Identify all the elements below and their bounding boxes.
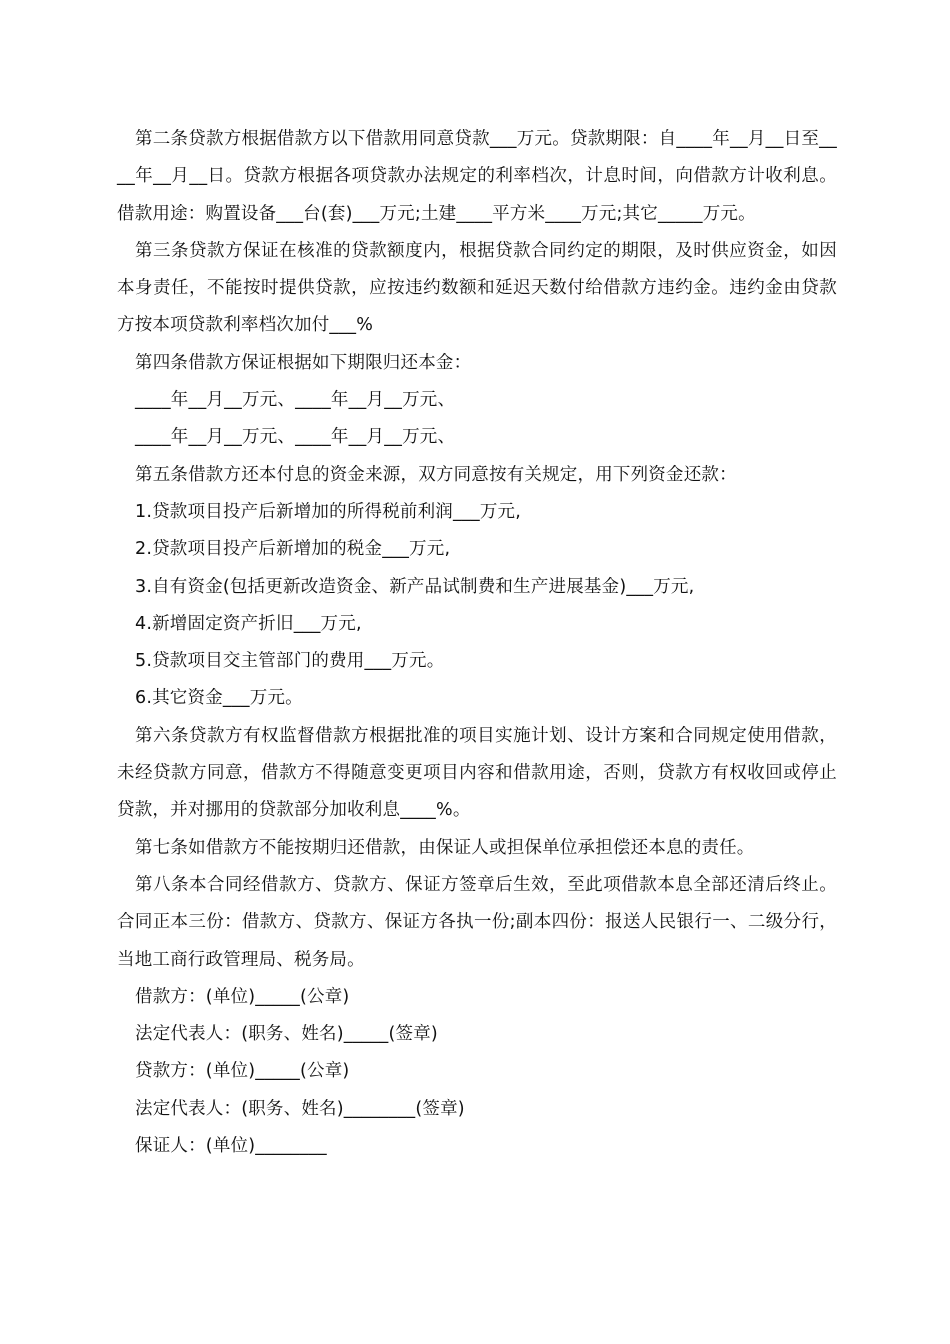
article-6: 第六条贷款方有权监督借款方根据批准的项目实施计划、设计方案和合同规定使用借款，未经贷款方同意，借款方不得随意变更项目内容和借款用途，否则，贷款方有权收回或停止贷款，并对挪用的贷款部分加收利息____%。 [117,725,837,821]
funding-source-item: 1.贷款项目投产后新增加的所得税前利润___万元, [135,501,522,522]
article-5: 第五条借款方还本付息的资金来源，双方同意按有关规定，用下列资金还款： [135,464,737,485]
signature-lender-representative: 法定代表人：(职务、姓名)________(签章) [135,1098,465,1119]
document-page [117,121,837,1165]
signature-borrower-representative: 法定代表人：(职务、姓名)_____(签章) [135,1024,438,1045]
article-3: 第三条贷款方保证在核准的贷款额度内，根据贷款合同约定的期限，及时供应资金，如因本身责任，不能按时提供贷款，应按违约数额和延迟天数付给借款方违约金。违约金由贷款方按本项贷款利率档次加付___% [117,240,837,336]
funding-source-item: 5.贷款项目交主管部门的费用___万元。 [135,651,445,672]
repayment-schedule-row: ____年__月__万元、____年__月__万元、 [135,427,456,448]
signature-borrower: 借款方：(单位)_____(公章) [135,986,350,1007]
funding-source-item: 6.其它资金___万元。 [135,688,303,709]
article-2: 第二条贷款方根据借款方以下借款用同意贷款___万元。贷款期限：自____年__月__日至____年__月__日。贷款方根据各项贷款办法规定的利率档次，计息时间，向借款方计收利息。借款用途：购置设备___台(套)___万元;土建____平方米____万元;其它_____万元。 [117,129,837,224]
article-8: 第八条本合同经借款方、贷款方、保证方签章后生效，至此项借款本息全部还清后终止。合同正本三份：借款方、贷款方、保证方各执一份;副本四份：报送人民银行一、二级分行，当地工商行政管理局、税务局。 [117,874,837,970]
repayment-schedule-row: ____年__月__万元、____年__月__万元、 [135,390,456,411]
funding-source-item: 3.自有资金(包括更新改造资金、新产品试制费和生产进展基金)___万元, [135,576,695,597]
funding-source-item: 4.新增固定资产折旧___万元, [135,613,362,634]
signature-guarantor: 保证人：(单位)________ [135,1136,327,1157]
funding-source-item: 2.贷款项目投产后新增加的税金___万元, [135,539,451,560]
signature-lender: 贷款方：(单位)_____(公章) [135,1061,350,1082]
article-7: 第七条如借款方不能按期归还借款，由保证人或担保单位承担偿还本息的责任。 [135,837,755,858]
article-4: 第四条借款方保证根据如下期限归还本金： [135,352,472,373]
